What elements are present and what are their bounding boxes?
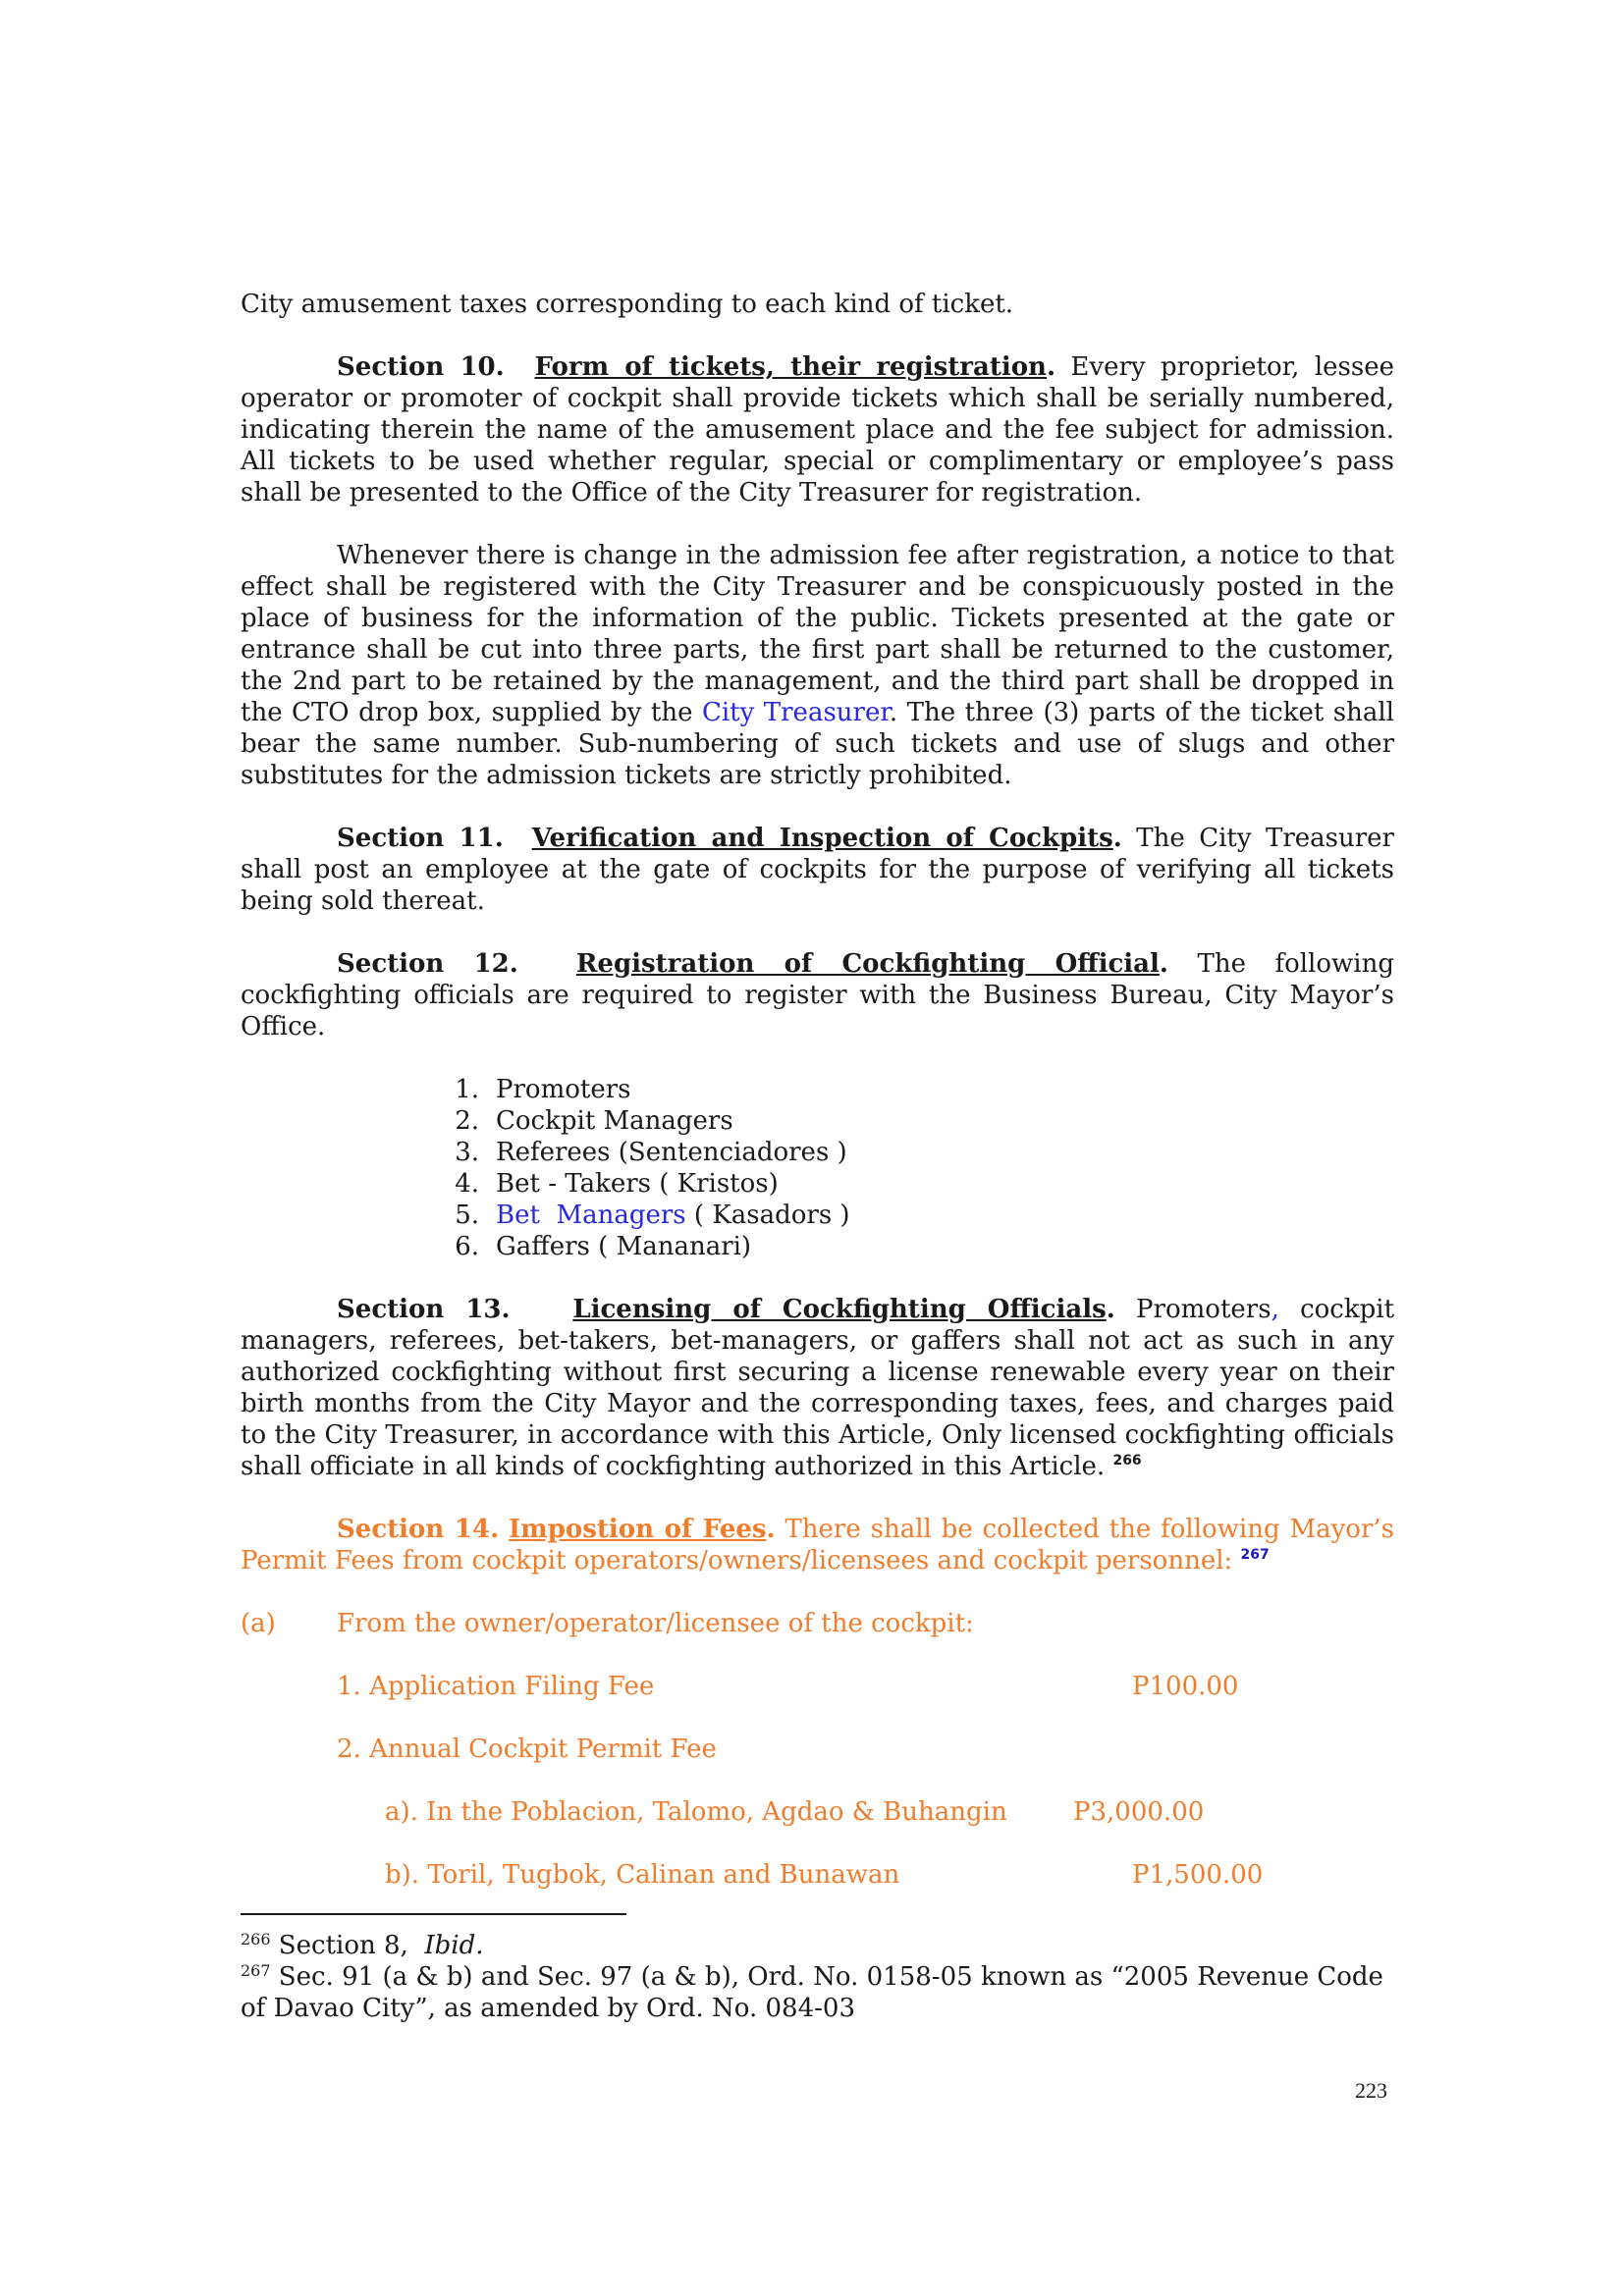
section-13: Section 13. Licensing of Cockfighting Officials. Promoters, cockpit managers, referees, bet-takers, bet-managers, or gaffers shall not act as such in any authorized cockfighting without first securing a license renewable every year on their birth months from the City Mayor and the corresponding taxes, fees, and charges paid to the City Treasurer, in accordance with this Article, Only licensed cockfighting officials shall officiate in all kinds of cockfighting authorized in this Article. $^{266}$: [241, 1295, 1395, 1481]
fee-schedule: [241, 1608, 1394, 1891]
page-body: [241, 289, 1394, 1891]
list-text: Gaffers ( Mananari): [496, 1232, 752, 1261]
fee-row-toril: [241, 1859, 1394, 1891]
footnote-number: 266: [241, 1930, 271, 1949]
page-number: 223: [1355, 2078, 1387, 2103]
section-12-title: Registration of Cockfighting Official: [575, 949, 1160, 979]
section-12-body: The following cockfighting officials are required to register with the Business Bureau, City Mayor’s Office.: [241, 949, 1394, 1041]
fee-amount: P1,500.00: [1132, 1860, 1264, 1890]
section-11-number: Section 11.: [337, 824, 504, 853]
list-item: [432, 1074, 1394, 1105]
bet-managers-link[interactable]: Bet Managers: [496, 1201, 686, 1230]
footnote-number: 267: [241, 1961, 271, 1980]
list-item: [432, 1137, 1394, 1168]
section-10-body: Every proprietor, lessee operator or promoter of cockpit shall provide tickets which shall be serially numbered, indicating therein the name of the amusement place and the fee subject for admission. All tickets to be used whether regular, special or complimentary or employee’s pass shall be presented to the Office of the City Treasurer for registration.: [241, 352, 1394, 507]
footnotes: [241, 1930, 1394, 2024]
list-item: [432, 1105, 1394, 1137]
fee-label: a). In the Poblacion, Talomo, Agdao & Buhangin: [385, 1797, 1007, 1827]
list-number: 2.: [455, 1106, 479, 1136]
footnote-separator: [241, 1913, 626, 1915]
item-a-row: [241, 1608, 1394, 1639]
list-number: 6.: [455, 1232, 479, 1261]
section-13-number: Section 13.: [337, 1295, 511, 1324]
footnote-ref-266[interactable]: 266: [1112, 1453, 1142, 1468]
footnote-text: Section 8,: [270, 1931, 425, 1960]
list-text: Bet - Takers ( Kristos): [496, 1169, 779, 1199]
list-text: Cockpit Managers: [496, 1106, 733, 1136]
section-11-title: Verification and Inspection of Cockpits: [531, 824, 1113, 853]
list-item: [432, 1231, 1394, 1262]
footnote-267: [241, 1961, 1394, 2024]
list-text: Promoters: [496, 1075, 631, 1104]
fee-row-annual: [241, 1734, 1394, 1765]
section-13-body: Promoters: [1114, 1295, 1271, 1324]
city-treasurer-link[interactable]: City Treasurer: [701, 698, 890, 727]
section-10-paragraph-2: [241, 540, 1394, 791]
section-10-para2-text: Whenever there is change in the admission fee after registration, a notice to that effect shall be registered with the City Treasurer and be conspicuously posted in the place of business for the information of the public. Tickets presented at the gate or entrance shall be cut into three parts, the first part shall be returned to the customer, the 2nd part to be retained by the management, and the third part shall be dropped in the CTO drop box, supplied by the: [241, 541, 1394, 727]
list-text: Referees (Sentenciadores ): [496, 1138, 847, 1167]
section-10-number: Section 10.: [337, 352, 505, 382]
item-a-label: (a): [241, 1609, 276, 1638]
list-item: [432, 1168, 1394, 1200]
section-11: Section 11. Verification and Inspection of Cockpits. The City Treasurer shall post an employee at the gate of cockpits for the purpose of verifying all tickets being sold thereat.: [241, 824, 1394, 916]
list-number: 1.: [455, 1075, 479, 1104]
fee-row-application: [241, 1671, 1394, 1702]
fee-label: 2. Annual Cockpit Permit Fee: [337, 1735, 717, 1764]
section-14: Section 14. Impostion of Fees. There shall be collected the following Mayor’s Permit Fees from cockpit operators/owners/licensees and cockpit personnel: $^{267}$: [241, 1515, 1394, 1575]
list-item: [432, 1200, 1394, 1231]
list-number: 3.: [455, 1138, 479, 1167]
section-10-para2-text-end: . The three (3) parts of the ticket shall bear the same number. Sub-numbering of such tickets and use of slugs and other substitutes for the admission tickets are strictly prohibited.: [241, 698, 1394, 790]
fee-row-poblacion: [241, 1796, 1394, 1828]
fee-label: b). Toril, Tugbok, Calinan and Bunawan: [385, 1860, 900, 1890]
footnote-italic: Ibid.: [424, 1931, 484, 1960]
section-12: Section 12. Registration of Cockfighting Official. The following cockfighting officials are required to register with the Business Bureau, City Mayor’s Office.: [241, 949, 1394, 1041]
fee-amount: P3,000.00: [1073, 1797, 1205, 1827]
footnote-ref-267[interactable]: 267: [1240, 1547, 1270, 1563]
fee-label: 1. Application Filing Fee: [337, 1672, 655, 1701]
section-13-body-rest: cockpit managers, referees, bet-takers, bet-managers, or gaffers shall not act as such in any authorized cockfighting without first securing a license renewable every year on their birth months from the City Mayor and the corresponding taxes, fees, and charges paid to the City Treasurer, in accordance with this Article, Only licensed cockfighting officials shall officiate in all kinds of cockfighting authorized in this Article.: [241, 1295, 1395, 1481]
officials-list: [241, 1074, 1394, 1262]
section-13-title: Licensing of Cockfighting Officials: [572, 1295, 1107, 1324]
section-12-number: Section 12.: [337, 949, 518, 979]
intro-line: City amusement taxes corresponding to each kind of ticket.: [241, 290, 1014, 319]
footnote-text: Sec. 91 (a & b) and Sec. 97 (a & b), Ord. No. 0158-05 known as “2005 Revenue Code of Davao City”, as amended by Ord. No. 084-03: [241, 1962, 1383, 2023]
section-14-number: Section 14.: [337, 1515, 500, 1544]
list-text: ( Kasadors ): [685, 1201, 850, 1230]
section-14-title: Impostion of Fees: [509, 1515, 767, 1544]
section-13-comma: ,: [1271, 1295, 1279, 1324]
fee-amount: P100.00: [1132, 1672, 1239, 1701]
section-10-title: Form of tickets, their registration: [534, 352, 1047, 382]
section-10: Section 10. Form of tickets, their registration. Every proprietor, lessee operator or promoter of cockpit shall provide tickets which shall be serially numbered, indicating therein the name of the amusement place and the fee subject for admission. All tickets to be used whether regular, special or complimentary or employee’s pass shall be presented to the Office of the City Treasurer for registration.: [241, 352, 1394, 507]
section-14-body: There shall be collected the following Mayor’s Permit Fees from cockpit operators/owners/licensees and cockpit personnel:: [241, 1515, 1394, 1575]
list-number: 4.: [455, 1169, 479, 1199]
item-a-text: From the owner/operator/licensee of the cockpit:: [337, 1609, 974, 1638]
footnote-266: [241, 1930, 1394, 1961]
section-11-body: The City Treasurer shall post an employee at the gate of cockpits for the purpose of verifying all tickets being sold thereat.: [241, 824, 1394, 916]
list-number: 5.: [455, 1201, 479, 1230]
